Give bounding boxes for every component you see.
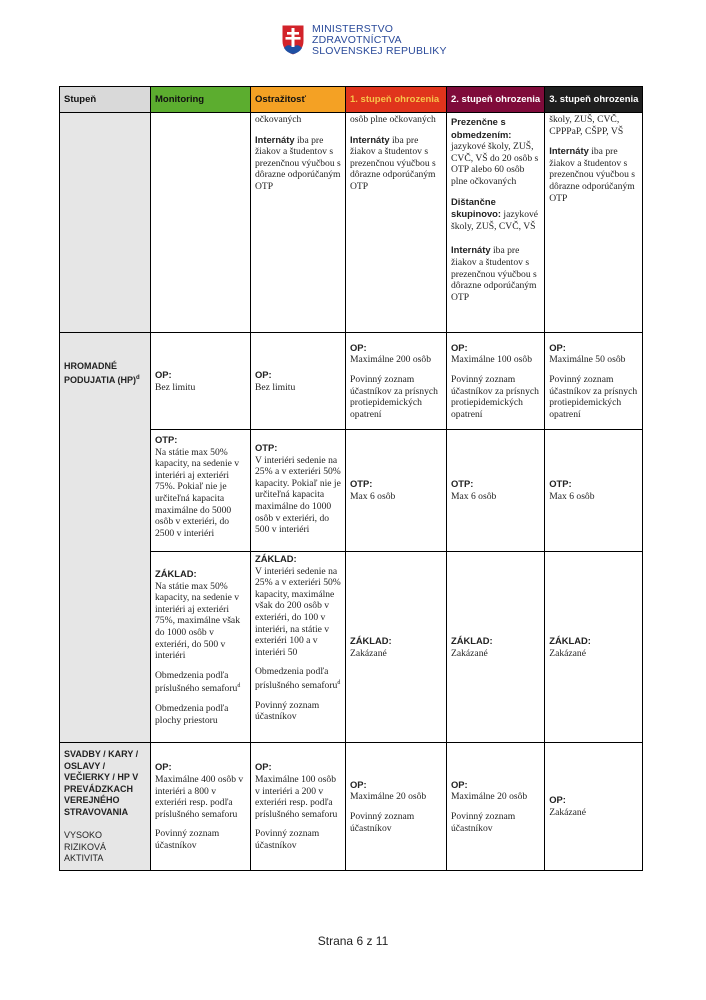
stage-cell-svadby: SVADBY / KARY / OSLAVY / VEČIERKY / HP V PREVÁDZKACH VEREJNÉHO STRAVOVANIA VYSOKO RIZIKOVÁ AKTIVITA — [60, 743, 151, 871]
cell-stupen-1: OP: Maximálne 20 osôb Povinný zoznam účastníkov — [346, 743, 447, 871]
cell-ostrazitost: ZÁKLAD: V interiéri sedenie na 25% a v exteriéri 50% kapacity, maximálne však do 200 osôb v exteriéri, do 100 v interiéri, na státie v exteriéri 100 a v interiéri 50 Obmedzenia podľa príslušného semaforu$^d$ Povinný zoznam účastníkov — [251, 552, 346, 743]
cell-stupen-2: OTP: Max 6 osôb — [447, 430, 545, 552]
table-header-row — [60, 87, 643, 113]
slovak-coat-of-arms-icon — [281, 24, 305, 56]
header-stupen: Stupeň — [60, 87, 151, 113]
cell-stupen-1: OTP: Max 6 osôb — [346, 430, 447, 552]
cell-ostrazitost: OP: Bez limitu — [251, 333, 346, 430]
cell-stupen-3: ZÁKLAD: Zakázané — [545, 552, 643, 743]
header-stupen-2: 2. stupeň ohrozenia — [447, 87, 545, 113]
cell-stupen-1: ZÁKLAD: Zakázané — [346, 552, 447, 743]
cell-ostrazitost: OTP: V interiéri sedenie na 25% a v exteriéri 50% kapacity. Pokiaľ nie je určiteľná kapacita maximálne do 1000 osôb v exteriéri, do 500 v interiéri — [251, 430, 346, 552]
cell-monitoring — [151, 113, 251, 333]
cell-stupen-2: OP: Maximálne 20 osôb Povinný zoznam účastníkov — [447, 743, 545, 871]
header-monitoring: Monitoring — [151, 87, 251, 113]
header-stupen-1: 1. stupeň ohrozenia — [346, 87, 447, 113]
cell-monitoring: ZÁKLAD: Na státie max 50% kapacity, na sedenie v interiéri aj exteriéri 75%, maximálne však do 1000 osôb v exteriéri, do 500 v interiéri Obmedzenia podľa príslušného semaforu$^d$ Obmedzenia podľa plochy priestoru — [151, 552, 251, 743]
ministry-logo — [281, 24, 447, 57]
cell-stupen-3: OTP: Max 6 osôb — [545, 430, 643, 552]
cell-stupen-2: Prezenčne s obmedzením: jazykové školy, ZUŠ, CVČ, VŠ do 20 osôb s OTP alebo 60 osôb plne očkovaných Dištančne skupinovo: jazykové školy, ZUŠ, CVČ, VŠ Internáty iba pre žiakov a študentov s prezenčnou výučbou s dôrazne odporúčaným OTP — [447, 113, 545, 333]
cell-ostrazitost: OP: Maximálne 100 osôb v interiéri a 200 v exteriéri resp. podľa príslušného semaforu Povinný zoznam účastníkov — [251, 743, 346, 871]
cell-stupen-3: školy, ZUŠ, CVČ, CPPPaP, CŠPP, VŠ Internáty iba pre žiakov a študentov s prezenčnou výučbou s dôrazne odporúčaným OTP — [545, 113, 643, 333]
header-ostrazitost: Ostražitosť — [251, 87, 346, 113]
header-stupen-3: 3. stupeň ohrozenia — [545, 87, 643, 113]
cell-ostrazitost: očkovaných Internáty iba pre žiakov a študentov s prezenčnou výučbou s dôrazne odporúčaným OTP — [251, 113, 346, 333]
page-number: Strana 6 z 11 — [317, 934, 389, 948]
cell-stupen-3: OP: Zakázané — [545, 743, 643, 871]
logo-line-2: ZDRAVOTNÍCTVA — [312, 34, 402, 46]
cell-monitoring: OP: Maximálne 400 osôb v interiéri a 800 v exteriéri resp. podľa príslušného semaforu Povinný zoznam účastníkov — [151, 743, 251, 871]
cell-stupen-2: ZÁKLAD: Zakázané — [447, 552, 545, 743]
restrictions-table — [59, 86, 643, 871]
table-row — [60, 743, 643, 871]
stage-cell-hromadne-podujatia: HROMADNÉ PODUJATIA (HP)$^d$ — [60, 333, 151, 743]
logo-line-3: SLOVENSKEJ REPUBLIKY — [312, 45, 447, 57]
cell-stupen-2: OP: Maximálne 100 osôb Povinný zoznam účastníkov za prísnych protiepidemických opatrení — [447, 333, 545, 430]
cell-stupen-1: osôb plne očkovaných Internáty iba pre žiakov a študentov s prezenčnou výučbou s dôrazne odporúčaným OTP — [346, 113, 447, 333]
cell-monitoring: OTP: Na státie max 50% kapacity, na sedenie v interiéri aj exteriéri 75%. Pokiaľ nie je určiteľná kapacita maximálne do 5000 osôb v exteriéri, do 2500 v interiéri — [151, 430, 251, 552]
cell-monitoring: OP: Bez limitu — [151, 333, 251, 430]
cell-stupen-1: OP: Maximálne 200 osôb Povinný zoznam účastníkov za prísnych protiepidemických opatrení — [346, 333, 447, 430]
cell-stupen-3: OP: Maximálne 50 osôb Povinný zoznam účastníkov za prísnych protiepidemických opatrení — [545, 333, 643, 430]
table-row — [60, 333, 643, 430]
stage-cell-empty — [60, 113, 151, 333]
table-row — [60, 113, 643, 333]
logo-line-1: MINISTERSTVO — [312, 23, 394, 35]
